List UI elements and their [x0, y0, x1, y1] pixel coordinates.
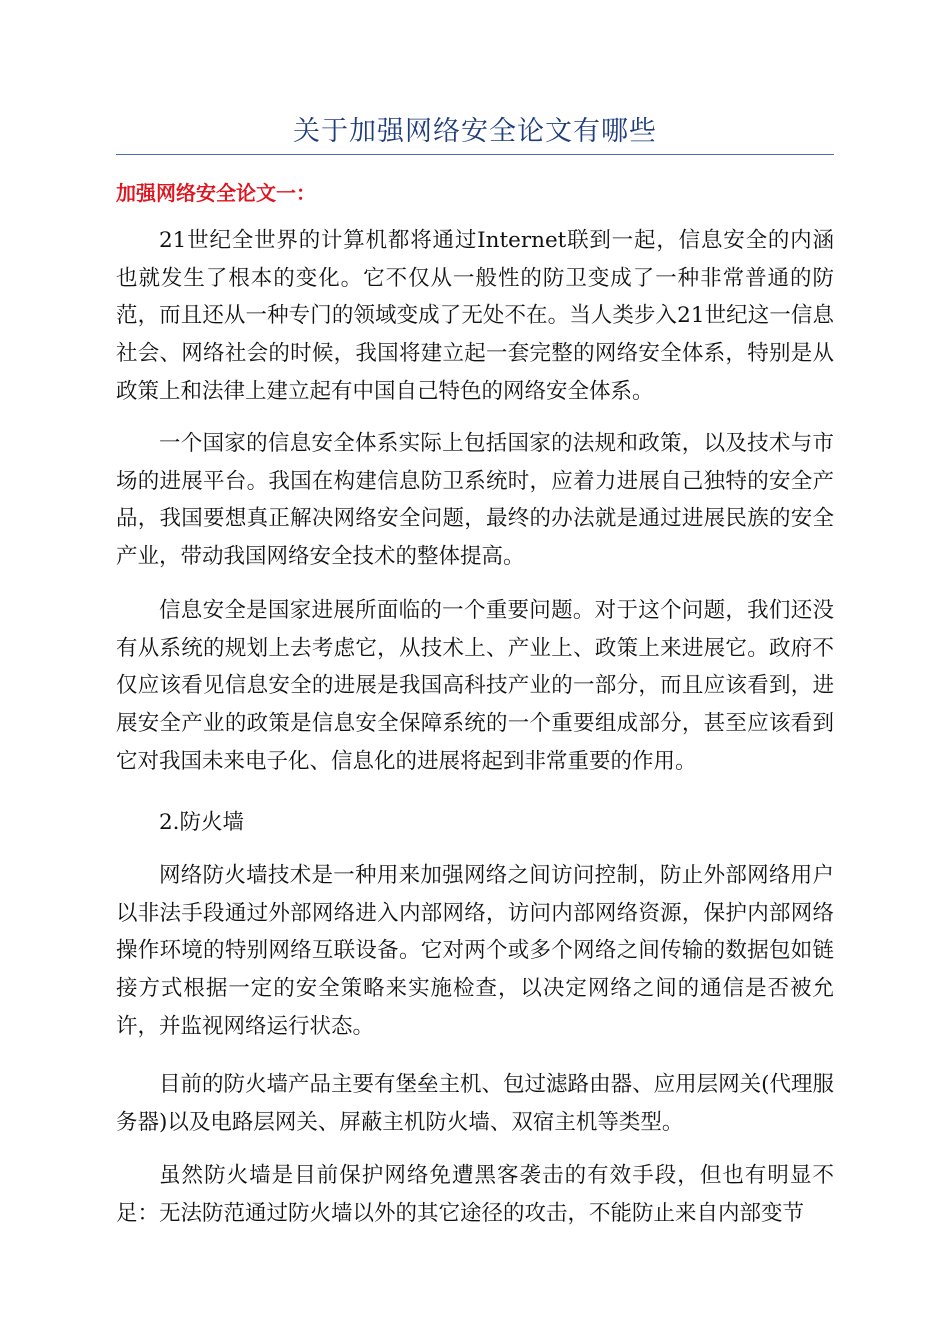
subsection-heading: 2.防火墙	[159, 810, 245, 835]
title-underline	[116, 154, 834, 155]
paragraph: 信息安全是国家进展所面临的一个重要问题。对于这个问题，我们还没有从系统的规划上去考虑它，从技术上、产业上、政策上来进展它。政府不仅应该看见信息安全的进展是我国高科技产业的一部分，而且应该看到，进展安全产业的政策是信息安全保障系统的一个重要组成部分，甚至应该看到它对我国未来电子化、信息化的进展将起到非常重要的作用。	[116, 598, 834, 774]
section-heading: 加强网络安全论文一：	[116, 181, 316, 205]
paragraph: 21世纪全世界的计算机都将通过Internet联到一起，信息安全的内涵也就发生了根本的变化。它不仅从一般性的防卫变成了一种非常普通的防范，而且还从一种专门的领域变成了无处不在。当人类步入21世纪这一信息社会、网络社会的时候，我国将建立起一套完整的网络安全体系，特别是从政策上和法律上建立起有中国自己特色的网络安全体系。	[116, 228, 834, 404]
paragraph: 网络防火墙技术是一种用来加强网络之间访问控制，防止外部网络用户以非法手段通过外部网络进入内部网络，访问内部网络资源，保护内部网络操作环境的特别网络互联设备。它对两个或多个网络之间传输的数据包如链接方式根据一定的安全策略来实施检查，以决定网络之间的通信是否被允许，并监视网络运行状态。	[116, 863, 834, 1039]
paragraph: 一个国家的信息安全体系实际上包括国家的法规和政策，以及技术与市场的进展平台。我国在构建信息防卫系统时，应着力进展自己独特的安全产品，我国要想真正解决网络安全问题，最终的办法就是通过进展民族的安全产业，带动我国网络安全技术的整体提高。	[116, 431, 834, 570]
paragraph: 虽然防火墙是目前保护网络免遭黑客袭击的有效手段，但也有明显不足：无法防范通过防火墙以外的其它途径的攻击，不能防止来自内部变节	[116, 1163, 834, 1226]
document-title: 关于加强网络安全论文有哪些	[293, 116, 657, 147]
paragraph: 目前的防火墙产品主要有堡垒主机、包过滤路由器、应用层网关(代理服务器)以及电路层网关、屏蔽主机防火墙、双宿主机等类型。	[116, 1072, 834, 1135]
